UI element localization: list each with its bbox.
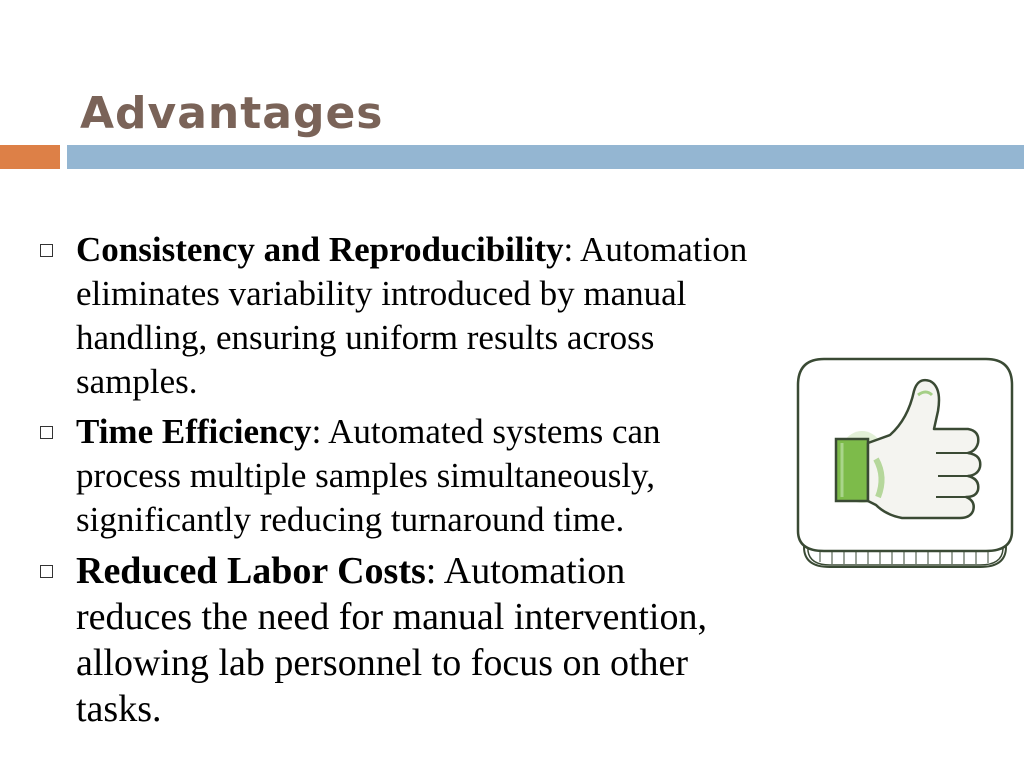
title-rule-blue	[67, 145, 1024, 169]
bullet-term: Time Efficiency	[76, 412, 312, 451]
square-bullet-icon	[40, 565, 53, 578]
bullet-list	[38, 228, 750, 738]
thumbs-up-illustration	[790, 355, 1018, 570]
bullet-term: Reduced Labor Costs	[76, 550, 426, 592]
square-bullet-icon	[40, 426, 53, 439]
bullet-text: Automation eliminates variability introduced by manual handling, ensuring uniform results across samples.	[76, 230, 748, 401]
bullet-term: Consistency and Reproducibility	[76, 230, 564, 269]
thumbs-up-icon	[790, 355, 1018, 570]
bullet-separator: :	[425, 550, 437, 592]
square-bullet-icon	[40, 244, 53, 257]
title-rule-orange	[0, 145, 60, 169]
bullet-text: Automated systems can process multiple samples simultaneously, significantly reducing turnaround time.	[76, 412, 661, 539]
slide-title: Advantages	[80, 88, 384, 139]
bullet-item-time-efficiency	[38, 410, 750, 542]
bullet-item-consistency	[38, 228, 750, 404]
bullet-separator: :	[311, 412, 322, 451]
bullet-text: Automation reduces the need for manual intervention, allowing lab personnel to focus on other tasks.	[76, 550, 707, 730]
bullet-item-labor-costs	[38, 548, 750, 732]
bullet-separator: :	[563, 230, 574, 269]
